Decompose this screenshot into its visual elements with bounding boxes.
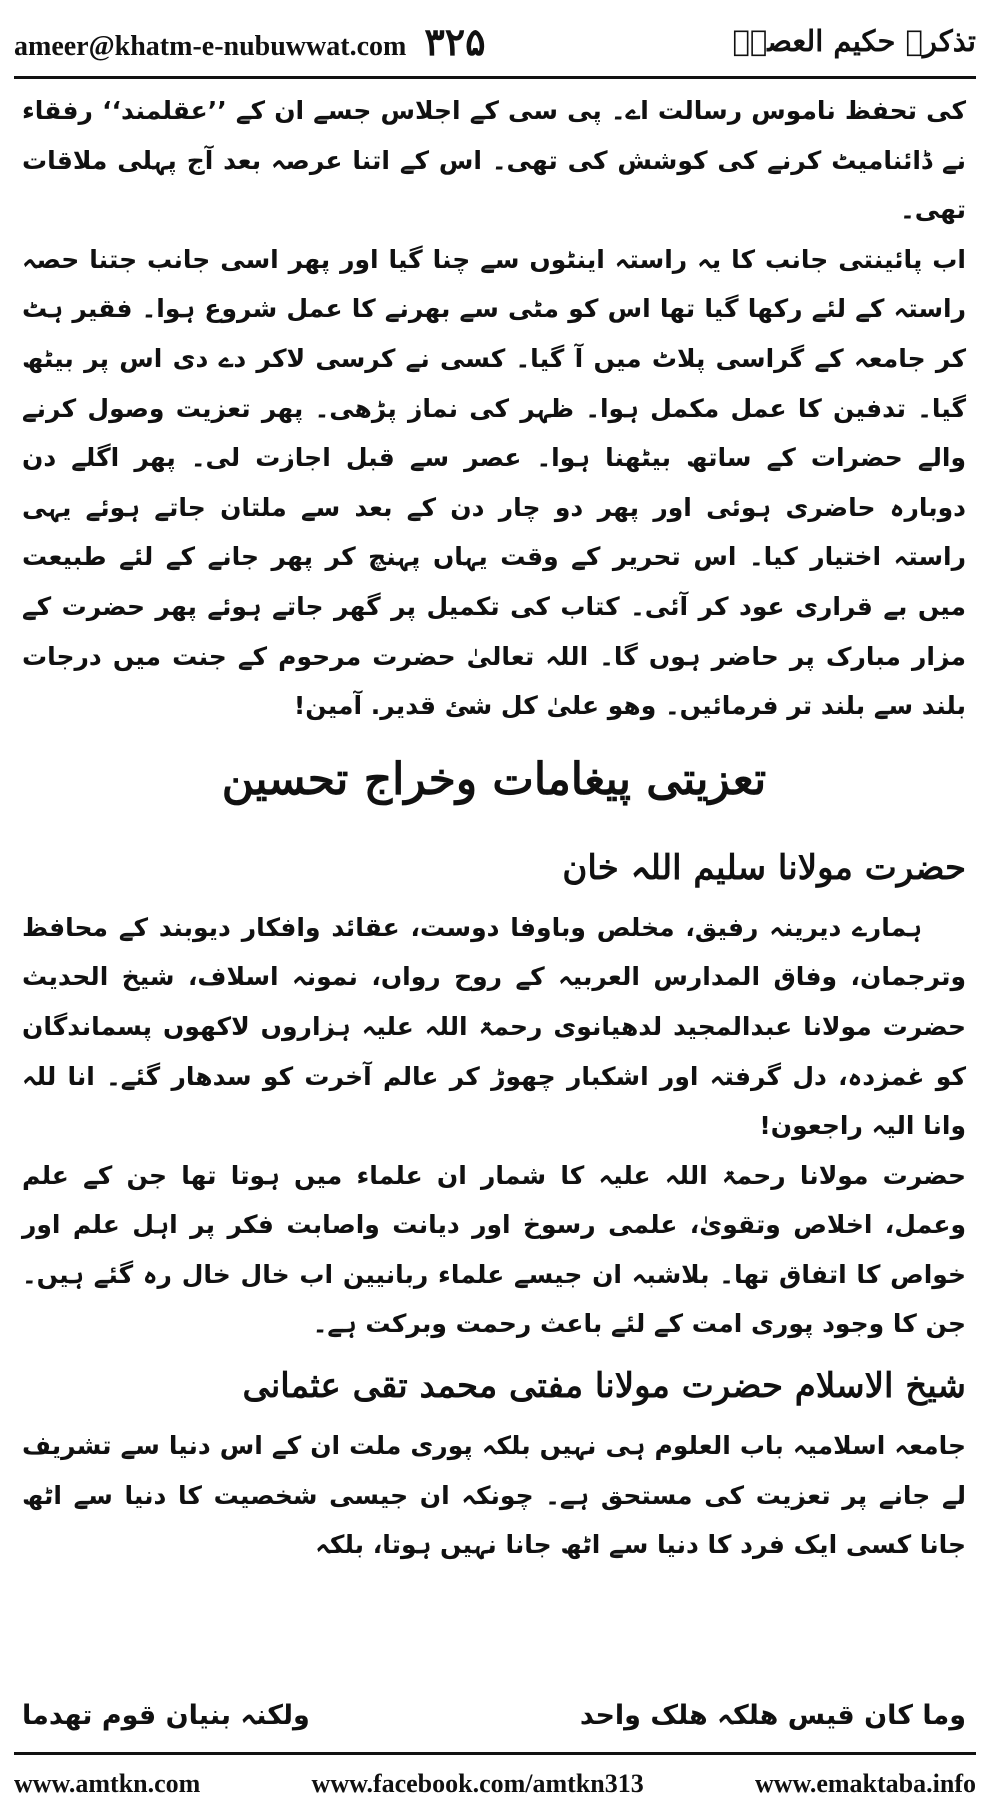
paragraph-2: اب پائینتی جانب کا یہ راستہ اینٹوں سے چنا گیا اور پھر اسی جانب جتنا حصہ راستہ کے لئے رکھا گیا تھا اس کو مٹی سے بھرنے کا عمل شروع ہوا۔ فقیر ہٹ کر جامعہ کے گراسی پلاٹ میں آ گیا۔ کسی نے کرسی لاکر دے دی اس پر بیٹھ گیا۔ تدفین کا عمل مکمل ہوا۔ ظہر کی نماز پڑھی۔ پھر تعزیت وصول کرنے والے حضرات کے ساتھ بیٹھنا ہوا۔ عصر سے قبل اجازت لی۔ پھر اگلے دن دوبارہ حاضری ہوئی اور پھر دو چار دن کے بعد سے ملتان جاتے ہوئے یہی راستہ اختیار کیا۔ اس تحریر کے وقت یہاں پہنچ کر پھر جانے کے لئے طبیعت میں بے قراری عود کر آئی۔ کتاب کی تکمیل پر گھر جاتے ہوئے پھر حضرت کے مزار مبارک پر حاضر ہوں گا۔ اللہ تعالیٰ حضرت مرحوم کے جنت میں درجات بلند سے بلند تر فرمائیں۔ وھو علیٰ کل شئ قدیر. آمین! [22,244,966,721]
paragraph-salimullah-1: ہمارے دیرینہ رفیق، مخلص وباوفا دوست، عقائد وافکار دیوبند کے محافظ وترجمان، وفاق المدارس العربیہ کے روح رواں، نمونہ اسلاف، شیخ الحدیث حضرت مولانا عبدالمجید لدھیانوی رحمۃ اللہ علیہ ہزاروں لاکھوں پسماندگان کو غمزدہ، دل گرفتہ اور اشکبار چھوڑ کر عالم آخرت کو سدھار گئے۔ انا للہ وانا الیہ راجعون! [22,912,966,1141]
paragraph-salimullah-2: حضرت مولانا رحمۃ اللہ علیہ کا شمار ان علماء میں ہوتا تھا جن کے علم وعمل، اخلاص وتقویٰ، علمی رسوخ اور دیانت واصابت فکر پر اہل علم اور خواص کا اتفاق تھا۔ بلاشبہ ان جیسے علماء ربانیین اب خال خال رہ گئے ہیں۔ جن کا وجود پوری امت کے لئے باعث رحمت وبرکت ہے۔ [22,1160,967,1339]
page-footer [14,1762,976,1806]
header-left [14,19,486,64]
footer-divider [14,1752,976,1755]
footer-link-facebook: www.facebook.com/amtkn313 [311,1769,644,1798]
header-divider [14,76,976,79]
poetry-couplet [22,1690,966,1740]
subheading-taqi-usmani: شیخ الاسلام حضرت مولانا مفتی محمد تقی عثمانی [242,1366,966,1407]
couplet-second-hemistich: ولکنہ بنیان قوم تھدما [22,1699,310,1731]
paragraph-1: کی تحفظ ناموس رسالت اے۔ پی سی کے اجلاس جسے ان کے ’’عقلمند‘‘ رفقاء نے ڈائنامیٹ کرنے کی کوشش کی تھی۔ اس کے اتنا عرصہ بعد آج پہلی ملاقات تھی۔ [22,96,966,225]
subheading-salimullah-khan: حضرت مولانا سلیم اللہ خان [562,847,966,888]
page-header [14,10,976,72]
header-email: ameer@khatm-e-nubuwwat.com [14,30,407,62]
page-body [22,86,966,1570]
paragraph-taqi-usmani-1: جامعہ اسلامیہ باب العلوم ہی نہیں بلکہ پوری ملت ان کے اس دنیا سے تشریف لے جانے پر تعزیت کی مستحق ہے۔ چونکہ ان جیسی شخصیت کا دنیا سے اٹھ جانا کسی ایک فرد کا دنیا سے اٹھ جانا نہیں ہوتا، بلکہ [22,1431,966,1560]
footer-link-amtkn: www.amtkn.com [14,1769,201,1798]
book-title: تذکرہ حکیم العصرؒ [732,24,976,58]
page-number: ۳۲۵ [424,18,486,64]
couplet-first-hemistich: وما کان قیس ھلکہ ھلک واحد [579,1699,966,1731]
footer-link-emaktaba: www.emaktaba.info [754,1769,976,1798]
section-title: تعزیتی پیغامات وخراج تحسین [221,753,767,805]
